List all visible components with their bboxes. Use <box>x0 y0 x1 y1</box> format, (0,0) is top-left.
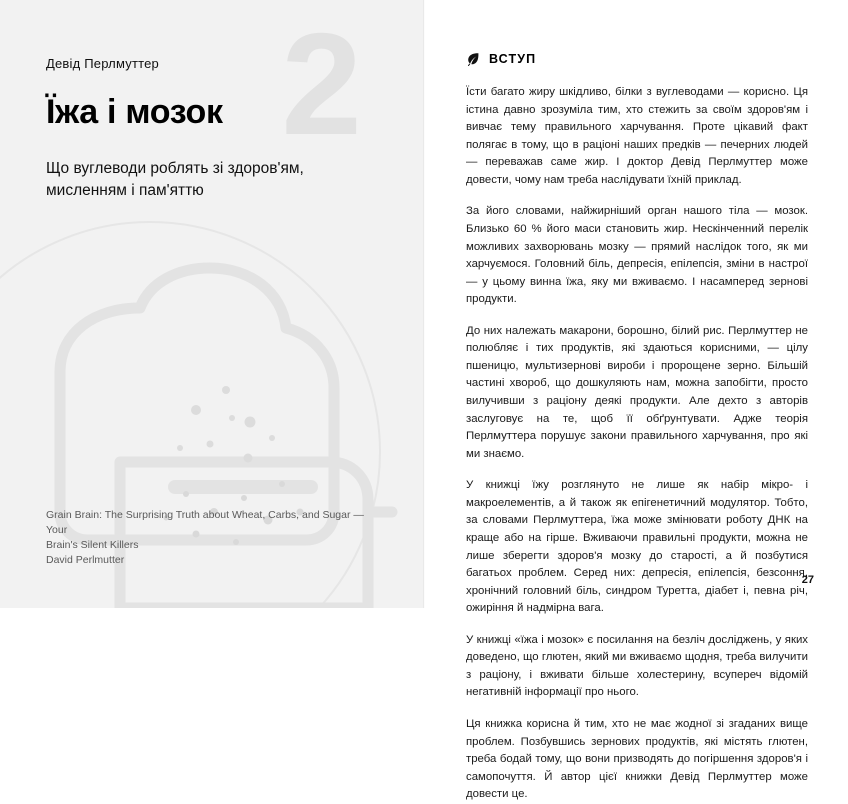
original-title-line-1: Grain Brain: The Surprising Truth about Wheat, Carbs, and Sugar — Your <box>46 509 364 537</box>
book-title: Їжа і мозок <box>46 93 223 131</box>
body-paragraph: Ця книжка корисна й тим, хто не має жодної зі згаданих вище проблем. Позбувшись зернових продуктів, які містять глютен, треба бодай тому, що вони призводять до погіршення здоров'я і самопочуття. Й автор цієї книжки Девід Перлмуттер може довести це. <box>466 718 808 801</box>
left-page <box>0 0 424 608</box>
body-paragraph: Їсти багато жиру шкідливо, білки з вуглеводами — корисно. Ця істина давно зрозуміла тим, хто стежить за своїм здоров'ям і вивчає тему правильного харчування. Проте цікавий факт полягає в тому, що в раціоні наших предків — печерних людей — переважав саме жир. І доктор Девід Перлмуттер може довести, чому нам треба наслідувати їхній приклад. <box>466 86 808 186</box>
author-name: Девід Перлмуттер <box>46 56 159 71</box>
right-page <box>424 0 848 801</box>
page-gutter <box>423 0 425 608</box>
book-subtitle: Що вуглеводи роблять зі здоров'ям, мисленням і пам'яттю <box>46 160 304 200</box>
section-title: ВСТУП <box>489 52 537 66</box>
original-author-line: David Perlmutter <box>46 554 125 567</box>
leaf-icon <box>466 52 480 66</box>
body-paragraph: За його словами, найжирніший орган нашого тіла — мозок. Близько 60 % його маси становить жир. Нескінченний перелік можливих захворювань мозку — прямий наслідок того, як ми харчуємося. Головний біль, депресія, епілепсія, зміни в настрої — у цьому винна їжа, яку ми вживаємо. І насамперед зернові продукти. <box>466 205 808 306</box>
body-paragraph: У книжці їжу розглянуто не лише як набір мікро- і макроелементів, а й також як епігенетичний модулятор. Тобто, за словами Перлмуттера, їжа може змінювати роботу ДНК на краще або на гірше. Вживаючи правильні продукти, можна не лише зберегти здоров'я мозку до старості, а й позбутися багатьох проблем. Серед них: депресія, епілепсія, безсоння, хронічний головний біль, синдром Туретта, діабет і, певна річ, ожиріння й надмірна вага. <box>466 479 808 615</box>
body-paragraph: У книжці «їжа і мозок» є посилання на безліч досліджень, у яких доведено, що глютен, який ми вживаємо щодня, треба вилучити з раціону, і вживати більше холестерину, всупереч відомій негативній інформації про нього. <box>466 633 808 699</box>
left-page-text-block <box>0 0 424 203</box>
original-title-block <box>46 508 376 568</box>
chapter-number: 2 <box>281 3 362 165</box>
body-paragraph: До них належать макарони, борошно, білий рис. Перлмуттер не полюбляє і тих продуктів, які здаються корисними, — цілу пшеницю, мультизернові вироби і пророщене зерно. Більшій частині хвороб, що дошкуляють нам, можна запобігти, просто вилучивши з раціону деякі продукти. Але дехто з авторів заслуговує на те, щоб її обґрунтувати. Адже теорія Перлмуттера порушує закони правильного харчування, про які ми знаємо. <box>466 324 808 460</box>
page-number: 27 <box>801 574 814 586</box>
section-header <box>466 52 808 66</box>
original-title-line-2: Brain's Silent Killers <box>46 539 139 552</box>
right-page-content <box>424 0 848 804</box>
